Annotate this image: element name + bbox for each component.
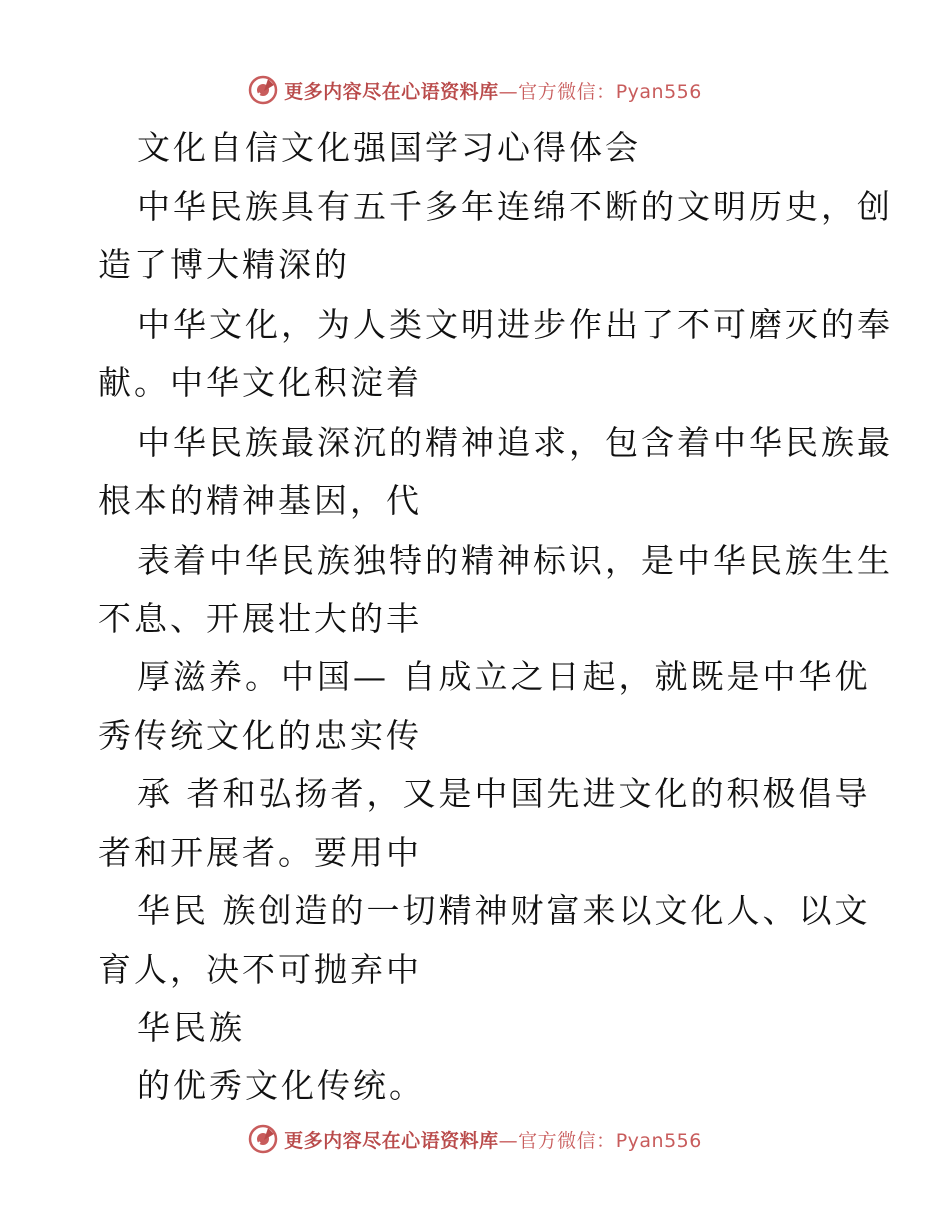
document-title: 文化自信文化强国学习心得体会	[137, 128, 641, 167]
brand-logo-icon	[248, 75, 278, 105]
header-site-text: 更多内容尽在心语资料库	[284, 80, 499, 103]
paragraph-line: 厚滋养。中国— 自成立之日起，就既是中华优	[137, 657, 871, 696]
paragraph-line: 表着中华民族独特的精神标识，是中华民族生生	[137, 541, 893, 580]
paragraph-line: 中华文化，为人类文明进步作出了不可磨灭的奉	[137, 305, 893, 344]
footer-site-text: 更多内容尽在心语资料库	[284, 1129, 499, 1152]
footer-separator: —	[498, 1129, 519, 1152]
footer-banner-text	[284, 1126, 702, 1153]
paragraph-line: 中华民族最深沉的精神追求，包含着中华民族最	[137, 423, 893, 462]
paragraph-line: 不息、开展壮大的丰	[98, 599, 422, 638]
paragraph-line: 中华民族具有五千多年连绵不断的文明历史，创	[137, 187, 893, 226]
footer-wechat-id: Pyan556	[615, 1129, 702, 1152]
brand-logo-icon	[248, 1124, 278, 1154]
header-wechat-id: Pyan556	[615, 80, 702, 103]
header-separator: —	[498, 80, 519, 103]
header-banner	[0, 70, 950, 110]
paragraph-line: 华民 族创造的一切精神财富来以文化人、以文	[137, 891, 871, 930]
footer-banner	[0, 1119, 950, 1159]
header-wechat-label: 官方微信：	[518, 80, 616, 103]
footer-wechat-label: 官方微信：	[518, 1129, 616, 1152]
paragraph-line: 者和开展者。要用中	[98, 833, 422, 872]
paragraph-line: 秀传统文化的忠实传	[98, 716, 422, 755]
paragraph-line: 的优秀文化传统。	[137, 1066, 425, 1105]
paragraph-line: 育人，决不可抛弃中	[98, 950, 422, 989]
paragraph-line: 造了博大精深的	[98, 245, 350, 284]
paragraph-line: 献。中华文化积淀着	[98, 363, 422, 402]
paragraph-line: 承 者和弘扬者，又是中国先进文化的积极倡导	[137, 774, 871, 813]
paragraph-line: 华民族	[137, 1008, 245, 1047]
header-banner-text	[284, 77, 702, 104]
paragraph-line: 根本的精神基因，代	[98, 481, 422, 520]
